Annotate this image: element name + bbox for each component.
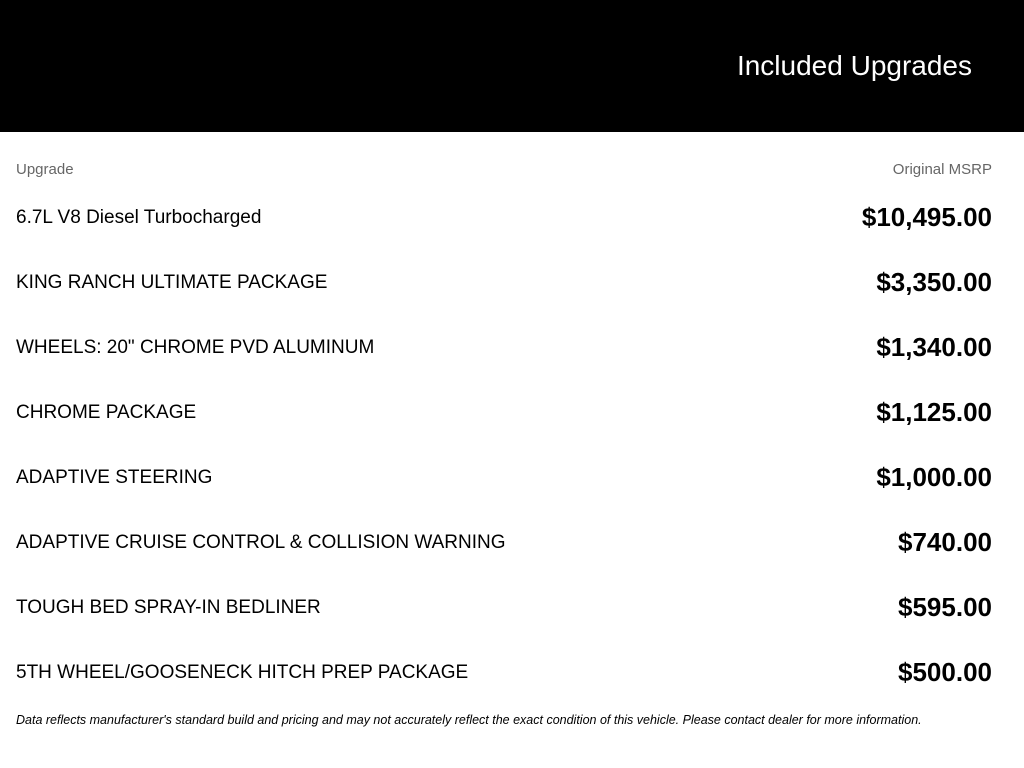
upgrade-price: $10,495.00 [861, 202, 992, 232]
table-row [16, 381, 992, 446]
upgrade-name: KING RANCH ULTIMATE PACKAGE [16, 272, 328, 293]
upgrade-price: $500.00 [898, 657, 992, 687]
table-row [16, 446, 992, 511]
table-row [16, 186, 992, 251]
table-row [16, 576, 992, 641]
upgrade-name: WHEELS: 20" CHROME PVD ALUMINUM [16, 337, 375, 358]
upgrade-price: $595.00 [898, 592, 992, 622]
upgrade-name: TOUGH BED SPRAY-IN BEDLINER [16, 597, 321, 618]
table-row [16, 641, 992, 706]
upgrade-name: 5TH WHEEL/GOOSENECK HITCH PREP PACKAGE [16, 662, 469, 683]
upgrades-table [16, 132, 992, 706]
column-header-msrp: Original MSRP [892, 161, 992, 178]
page-title: Included Upgrades [736, 50, 972, 81]
disclaimer-text: Data reflects manufacturer's standard build and pricing and may not accurately reflect the exact condition of this vehicle. Please contact dealer for more information. [16, 713, 922, 727]
upgrade-name: ADAPTIVE CRUISE CONTROL & COLLISION WARNING [16, 532, 506, 553]
table-row [16, 251, 992, 316]
table-header [16, 132, 992, 186]
header-banner [0, 0, 1024, 132]
upgrade-name: CHROME PACKAGE [16, 402, 197, 423]
table-row [16, 511, 992, 576]
upgrade-price: $3,350.00 [876, 267, 992, 297]
upgrade-name: 6.7L V8 Diesel Turbocharged [16, 207, 262, 228]
upgrade-price: $1,000.00 [876, 462, 992, 492]
table-row [16, 316, 992, 381]
upgrade-price: $740.00 [898, 527, 992, 557]
upgrade-name: ADAPTIVE STEERING [16, 467, 213, 488]
upgrade-price: $1,125.00 [876, 397, 992, 427]
upgrade-price: $1,340.00 [876, 332, 992, 362]
column-header-upgrade: Upgrade [16, 161, 74, 178]
